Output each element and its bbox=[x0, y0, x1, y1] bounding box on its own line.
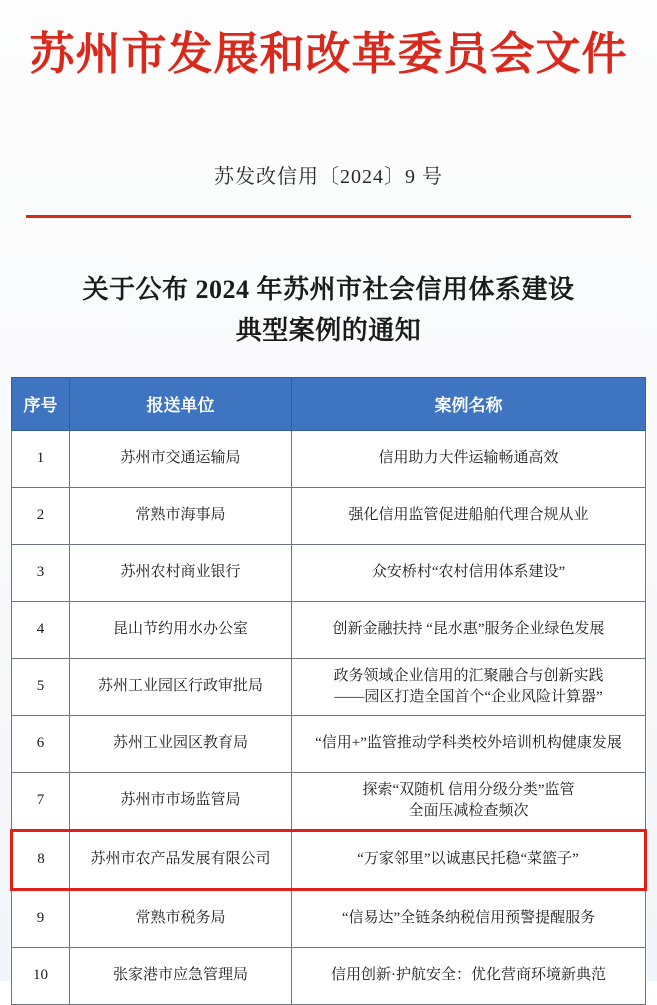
cell-unit: 苏州农村商业银行 bbox=[70, 544, 292, 601]
cell-no: 6 bbox=[12, 715, 70, 772]
cell-case bbox=[292, 601, 646, 658]
table-row bbox=[12, 487, 646, 544]
cell-case-line2: 全面压减检查频次 bbox=[408, 802, 529, 819]
cell-case bbox=[292, 487, 646, 544]
table-row bbox=[12, 715, 646, 772]
cell-no: 3 bbox=[12, 544, 70, 601]
cell-unit: 张家港市应急管理局 bbox=[70, 947, 292, 1004]
table-body bbox=[12, 430, 646, 1004]
table-header-row bbox=[12, 377, 646, 430]
cell-unit: 苏州工业园区教育局 bbox=[70, 715, 292, 772]
table-row bbox=[12, 947, 646, 1004]
cell-case bbox=[292, 772, 646, 830]
case-table bbox=[10, 377, 647, 1005]
cell-no: 1 bbox=[12, 430, 70, 487]
table-row-highlighted bbox=[12, 830, 646, 889]
table-row bbox=[12, 772, 646, 830]
cell-unit: 常熟市税务局 bbox=[70, 889, 292, 947]
cell-unit: 苏州工业园区行政审批局 bbox=[70, 658, 292, 715]
table-row bbox=[12, 889, 646, 947]
cell-case-line1: “信易达”全链条纳税信用预警提醒服务 bbox=[341, 910, 596, 927]
cell-no: 9 bbox=[12, 889, 70, 947]
subject-line-1: 关于公布 2024 年苏州市社会信用体系建设 bbox=[82, 275, 575, 305]
table-header bbox=[12, 377, 646, 430]
cell-case bbox=[292, 658, 646, 715]
table-row bbox=[12, 544, 646, 601]
subject-line-2: 典型案例的通知 bbox=[235, 315, 422, 345]
cell-unit: 苏州市交通运输局 bbox=[70, 430, 292, 487]
cell-no: 8 bbox=[12, 830, 70, 889]
document-header bbox=[0, 0, 657, 82]
issuing-authority-title: 苏州市发展和改革委员会文件 bbox=[29, 29, 628, 79]
cell-unit: 苏州市市场监管局 bbox=[70, 772, 292, 830]
cell-no: 7 bbox=[12, 772, 70, 830]
cell-case bbox=[292, 430, 646, 487]
cell-case-line1: 政务领域企业信用的汇聚融合与创新实践 bbox=[333, 667, 604, 684]
cell-case-line2: ——园区打造全国首个“企业风险计算器” bbox=[334, 688, 603, 705]
cell-case bbox=[292, 889, 646, 947]
cell-case bbox=[292, 830, 646, 889]
cell-case-line1: 信用助力大件运输畅通高效 bbox=[378, 450, 559, 467]
cell-case-line1: 探索“双随机 信用分级分类”监管 bbox=[362, 781, 575, 798]
cell-no: 4 bbox=[12, 601, 70, 658]
cell-case-line1: 强化信用监管促进船舶代理合规从业 bbox=[348, 507, 589, 524]
cell-no: 5 bbox=[12, 658, 70, 715]
cell-case-line1: 信用创新·护航安全：优化营商环境新典范 bbox=[331, 967, 606, 984]
cell-no: 2 bbox=[12, 487, 70, 544]
cell-case bbox=[292, 544, 646, 601]
column-header-case: 案例名称 bbox=[292, 377, 646, 430]
cell-no: 10 bbox=[12, 947, 70, 1004]
cell-case-line1: “信用+”监管推动学科类校外培训机构健康发展 bbox=[315, 735, 622, 752]
cell-case-line1: 创新金融扶持 “昆水惠”服务企业绿色发展 bbox=[332, 621, 605, 638]
column-header-no: 序号 bbox=[12, 377, 70, 430]
cell-case bbox=[292, 947, 646, 1004]
column-header-unit: 报送单位 bbox=[70, 377, 292, 430]
table-row bbox=[12, 601, 646, 658]
cell-case-line1: 众安桥村“农村信用体系建设” bbox=[371, 564, 566, 581]
document-number: 苏发改信用〔2024〕9 号 bbox=[214, 166, 443, 189]
red-divider-rule bbox=[26, 215, 631, 218]
cell-unit: 昆山节约用水办公室 bbox=[70, 601, 292, 658]
document-subject bbox=[0, 270, 657, 351]
cell-unit: 苏州市农产品发展有限公司 bbox=[70, 830, 292, 889]
cell-unit: 常熟市海事局 bbox=[70, 487, 292, 544]
cell-case bbox=[292, 715, 646, 772]
table-row bbox=[12, 430, 646, 487]
table-row bbox=[12, 658, 646, 715]
case-table-container bbox=[0, 377, 657, 1005]
cell-case-line1: “万家邻里”以诚惠民托稳“菜篮子” bbox=[357, 851, 579, 868]
